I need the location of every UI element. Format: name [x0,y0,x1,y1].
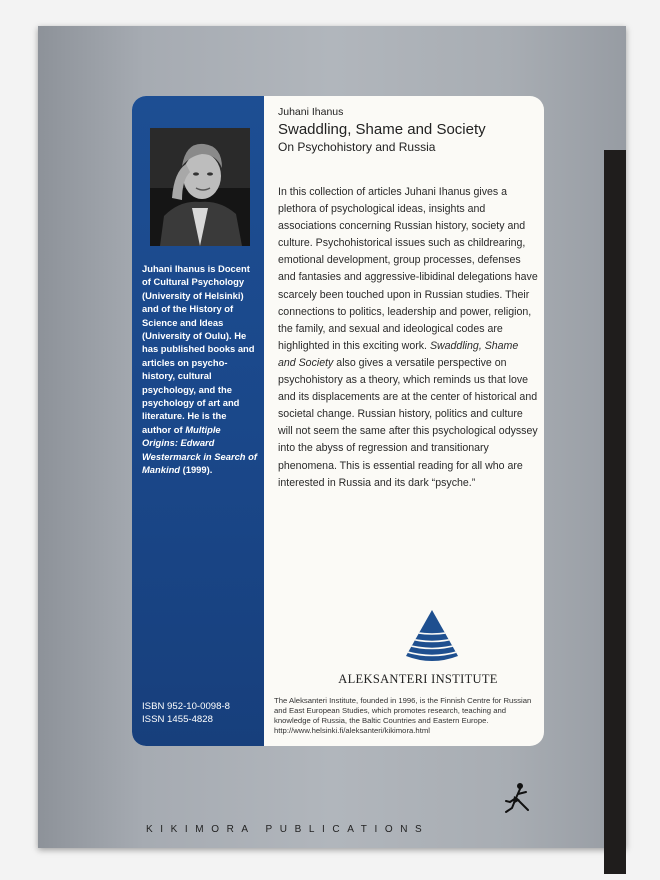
author-photo [150,128,250,246]
isbn-block [142,700,258,726]
aleksanteri-cone-logo [402,608,462,668]
author-name: Juhani Ihanus [278,106,344,118]
kikimora-figure-icon [500,780,536,816]
content-panel [132,96,544,746]
institute-footnote: The Aleksanteri Institute, founded in 1996, is the Finnish Centre for Russian and East European Studies, which promotes research, teaching and knowledge of Russia, the Baltic Countries and Eastern Europe. http://www.helsinki.fi/aleksanteri/kikimora.html [274,696,532,735]
book-title: Swaddling, Shame and Society [278,121,486,138]
author-sidebar [132,96,264,746]
issn-number: ISSN 1455-4828 [142,714,213,725]
spine-edge [604,150,626,874]
book-description: In this collection of articles Juhani Ihanus gives a plethora of psychological ideas, insights and associations concerning Russian history, society and culture. Psychohistorical issues such as childrearing, emotional development, group processes, defenses and fantasies and aggressive-libidinal delegations have scarcely been touched upon in Russian studies. Their connections to politics, leadership and power, religion, the family, and sexual and ideological codes are highlighted in this exciting work. Swaddling, Shame and Society also gives a versatile perspective on psychohistory as a theory, which reminds us that love and its displacements are at the center of historical and societal change. Russian history, politics and culture will not seem the same after this psychological odyssey into the abyss of regression and transitionary phenomena. This is essential reading for all who are interested in Russia and its dark “psyche.” [278,186,538,489]
book-subtitle: On Psychohistory and Russia [278,140,436,154]
book-back-cover [38,26,626,848]
author-bio: Juhani Ihanus is Docent of Cultural Psychology (University of Helsinki) and of the History of Science and Ideas (University of Oulu). He has published books and articles on psycho-history, cultural psychology, and the psychology of art and literature. He is the author of Multiple Origins: Edward Westermarck in Search of Mankind (1999). [142,263,257,476]
publisher-name: KIKIMORA PUBLICATIONS [146,824,430,835]
isbn-number: ISBN 952-10-0098-8 [142,701,230,712]
title-block [278,106,536,155]
institute-name: ALEKSANTERI INSTITUTE [338,672,498,686]
